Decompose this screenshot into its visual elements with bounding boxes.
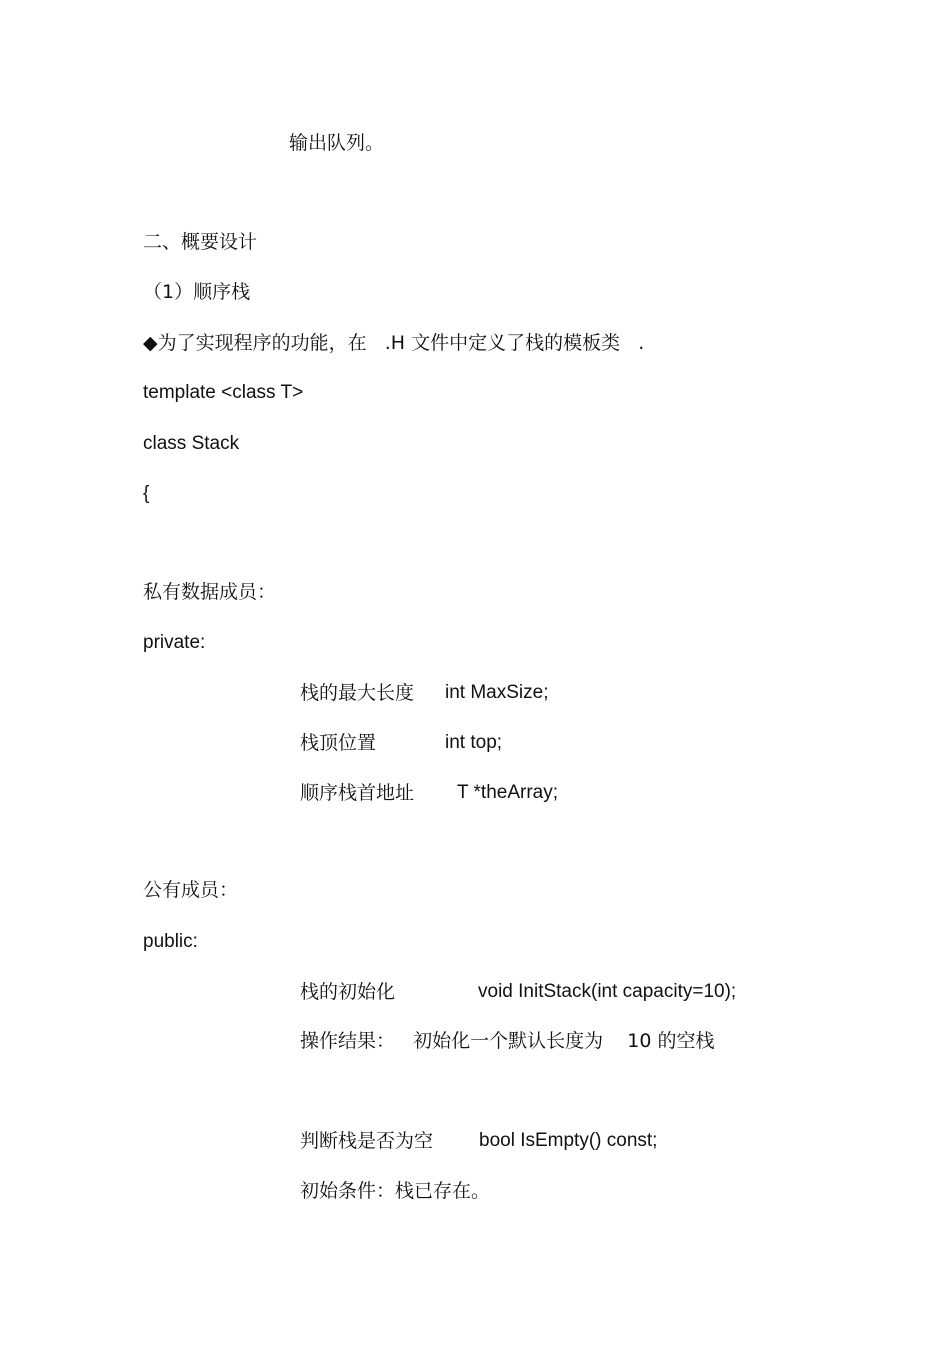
init-stack-code: void InitStack(int capacity=10); <box>478 981 737 1002</box>
public-members-label: 公有成员： <box>143 879 239 901</box>
member-code-thearray: T *theArray; <box>457 782 559 803</box>
intro-paragraph: ◆为了实现程序的功能，在 .H 文件中定义了栈的模板类 . <box>143 332 645 354</box>
member-desc-thearray: 顺序栈首地址 <box>300 782 415 804</box>
member-code-top: int top; <box>445 732 503 753</box>
isempty-code: bool IsEmpty() const; <box>479 1130 658 1151</box>
code-template-line: template <class T> <box>143 382 304 403</box>
init-stack-result: 操作结果： 初始化一个默认长度为 10 的空栈 <box>300 1030 715 1052</box>
queue-output-line: 输出队列。 <box>289 132 385 154</box>
member-desc-top: 栈顶位置 <box>300 732 377 754</box>
private-keyword: private: <box>143 632 206 653</box>
member-code-maxsize: int MaxSize; <box>445 682 549 703</box>
public-keyword: public: <box>143 931 198 952</box>
isempty-condition: 初始条件：栈已存在。 <box>300 1180 491 1202</box>
private-members-label: 私有数据成员： <box>143 581 277 603</box>
code-class-line: class Stack <box>143 433 240 454</box>
section-heading: 二、概要设计 <box>143 231 258 253</box>
init-stack-desc: 栈的初始化 <box>300 981 396 1003</box>
code-open-brace: { <box>143 483 150 504</box>
member-desc-maxsize: 栈的最大长度 <box>300 682 415 704</box>
subsection-heading: （1）顺序栈 <box>143 281 251 303</box>
isempty-desc: 判断栈是否为空 <box>300 1130 434 1152</box>
